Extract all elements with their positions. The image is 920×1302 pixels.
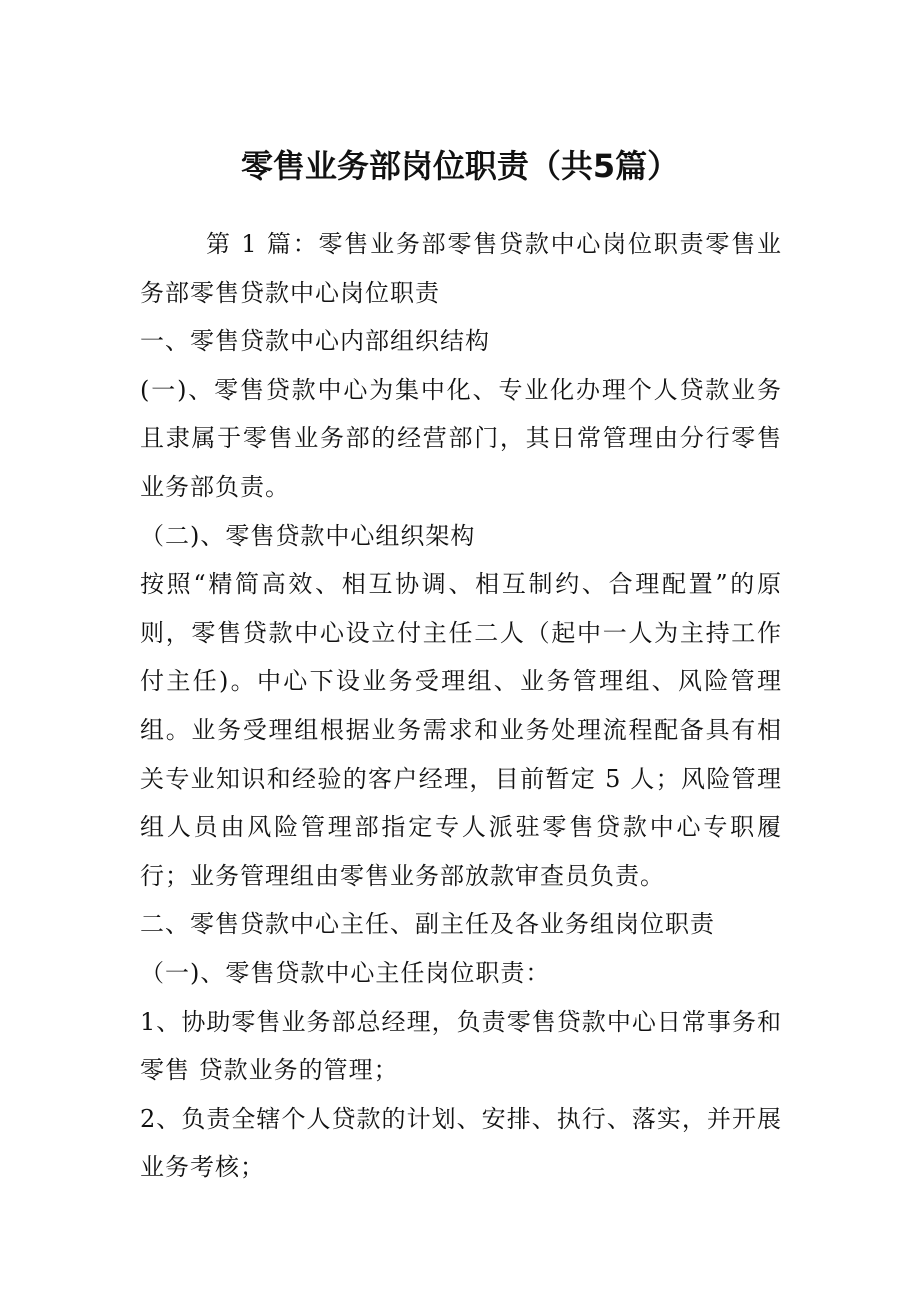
paragraph-duty-2: 2、负责全辖个人贷款的计划、安排、执行、落实，并开展业务考核； (140, 1104, 782, 1182)
paragraph-section-one: 一、零售贷款中心内部组织结构 (140, 327, 490, 356)
paragraph-section-two: 二、零售贷款中心主任、副主任及各业务组岗位职责 (140, 910, 715, 939)
document-body (140, 220, 782, 1192)
paragraph-article-heading: 第 1 篇：零售业务部零售贷款中心岗位职责零售业务部零售贷款中心岗位职责 (140, 230, 782, 307)
document-title: 零售业务部岗位职责（共5篇） (240, 147, 680, 185)
paragraph-structure-detail: 按照“精简高效、相互协调、相互制约、合理配置”的原则，零售贷款中心设立付主任二人（起中一人为主持工作付主任)。中心下设业务受理组、业务管理组、风险管理组。业务受理组根据业务需求和业务处理流程配备具有相关专业知识和经验的客户经理，目前暂定 5 人；风险管理组人员由风险管理部指定专人派驻零售贷款中心专职履行；业务管理组由零售业务部放款审查员负责。 (140, 570, 782, 890)
paragraph-subsection-two: （二)、零售贷款中心组织架构 (140, 521, 476, 550)
paragraph-duty-1: 1、协助零售业务部总经理，负责零售贷款中心日常事务和零售 贷款业务的管理； (140, 1007, 782, 1085)
paragraph-director-duties: （一)、零售贷款中心主任岗位职责： (140, 958, 551, 987)
paragraph-subsection-one: (一)、零售贷款中心为集中化、专业化办理个人贷款业务且隶属于零售业务部的经营部门，其日常管理由分行零售业务部负责。 (140, 375, 782, 501)
